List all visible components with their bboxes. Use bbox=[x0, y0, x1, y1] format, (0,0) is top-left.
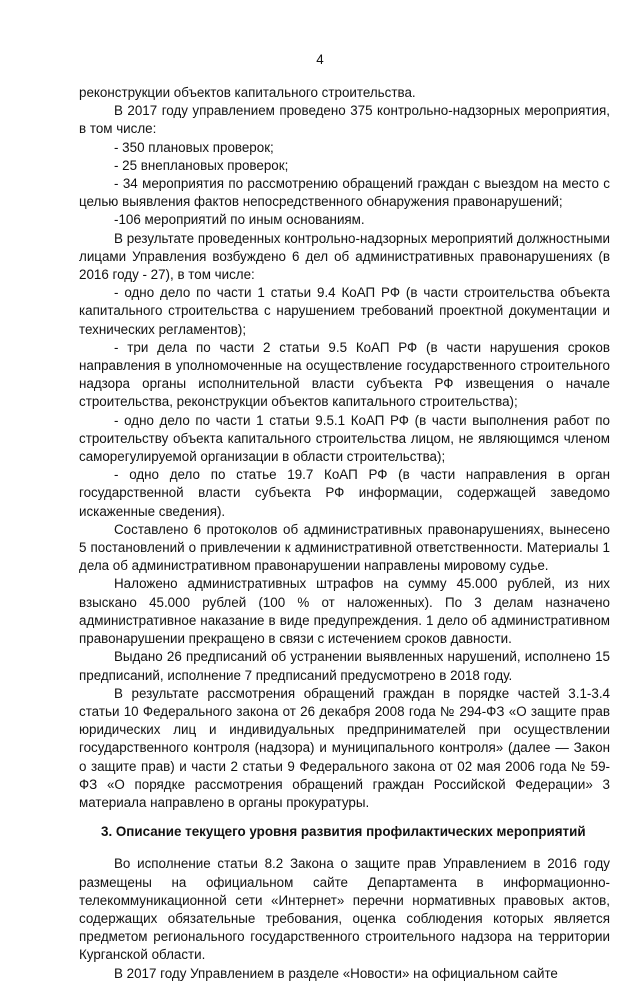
document-body bbox=[79, 84, 610, 983]
paragraph: реконструкции объектов капитального строительства. bbox=[79, 85, 416, 100]
paragraph: В результате рассмотрения обращений граждан в порядке частей 3.1-3.4 статьи 10 Федерального закона от 26 декабря 2008 года № 294-ФЗ «О защите прав юридических лиц и индивидуальных предпринимателей при осуществлении государственного контроля (надзора) и муниципального контроля» (далее — Закон о защите прав) и части 2 статьи 9 Федерального закона от 02 мая 2006 года № 59-ФЗ «О порядке рассмотрения обращений граждан Российской Федерации» 3 материала направлено в органы прокуратуры. bbox=[79, 685, 610, 810]
paragraph: Во исполнение статьи 8.2 Закона о защите прав Управлением в 2016 году размещены на официальном сайте Департамента в информационно-телекоммуникационной сети «Интернет» перечни нормативных правовых актов, содержащих обязательные требования, оценка соблюдения которых является предметом регионального государственного строительного надзора на территории Курганской области. bbox=[79, 856, 610, 963]
paragraph: Наложено административных штрафов на сумму 45.000 рублей, из них взыскано 45.000 рублей (100 % от наложенных). По 3 делам назначено административное наказание в виде предупреждения. 1 дело об административном правонарушении прекращено в связи с истечением сроков давности. bbox=[79, 576, 610, 647]
list-item: - три дела по части 2 статьи 9.5 КоАП РФ (в части нарушения сроков направления в уполномоченные на осуществление государственного строительного надзора органы исполнительной власти субъекта РФ извещения о начале строительства, реконструкции объектов капитального строительства); bbox=[79, 339, 610, 410]
paragraph: Выдано 26 предписаний об устранении выявленных нарушений, исполнено 15 предписаний, исполнение 7 предписаний предусмотрено в 2018 году. bbox=[79, 649, 610, 683]
paragraph: Составлено 6 протоколов об административных правонарушениях, вынесено 5 постановлений о привлечении к административной ответственности. Материалы 1 дела об административном правонарушении направлены мировому судье. bbox=[79, 521, 610, 574]
paragraph: В 2017 году управлением проведено 375 контрольно-надзорных мероприятия, в том числе: bbox=[79, 103, 610, 137]
list-item: - одно дело по статье 19.7 КоАП РФ (в части направления в орган государственной власти субъекта РФ информации, содержащей заведомо искаженные сведения). bbox=[79, 467, 610, 519]
list-item: - 34 мероприятия по рассмотрению обращений граждан с выездом на место с целью выявления фактов непосредственного обнаружения правонарушений; bbox=[79, 176, 610, 210]
section-heading: 3. Описание текущего уровня развития профилактических мероприятий bbox=[101, 824, 586, 840]
list-item: - 25 внеплановых проверок; bbox=[114, 157, 289, 173]
paragraph: В 2017 году Управлением в разделе «Новости» на официальном сайте bbox=[114, 965, 558, 981]
list-item: - 350 плановых проверок; bbox=[114, 139, 274, 155]
list-item: -106 мероприятий по иным основаниям. bbox=[114, 212, 365, 228]
page-number: 4 bbox=[316, 52, 324, 67]
list-item: - одно дело по части 1 статьи 9.4 КоАП РФ (в части строительства объекта капитального строительства с нарушением требований проектной документации и технических регламентов); bbox=[79, 285, 610, 337]
paragraph: В результате проведенных контрольно-надзорных мероприятий должностными лицами Управления возбуждено 6 дел об административных правонарушениях (в 2016 году - 27), в том числе: bbox=[79, 230, 610, 283]
list-item: - одно дело по части 1 статьи 9.5.1 КоАП РФ (в части выполнения работ по строительству объекта капитального строительства лицом, не являющимся членом саморегулируемой организации в области строительства); bbox=[79, 412, 610, 465]
